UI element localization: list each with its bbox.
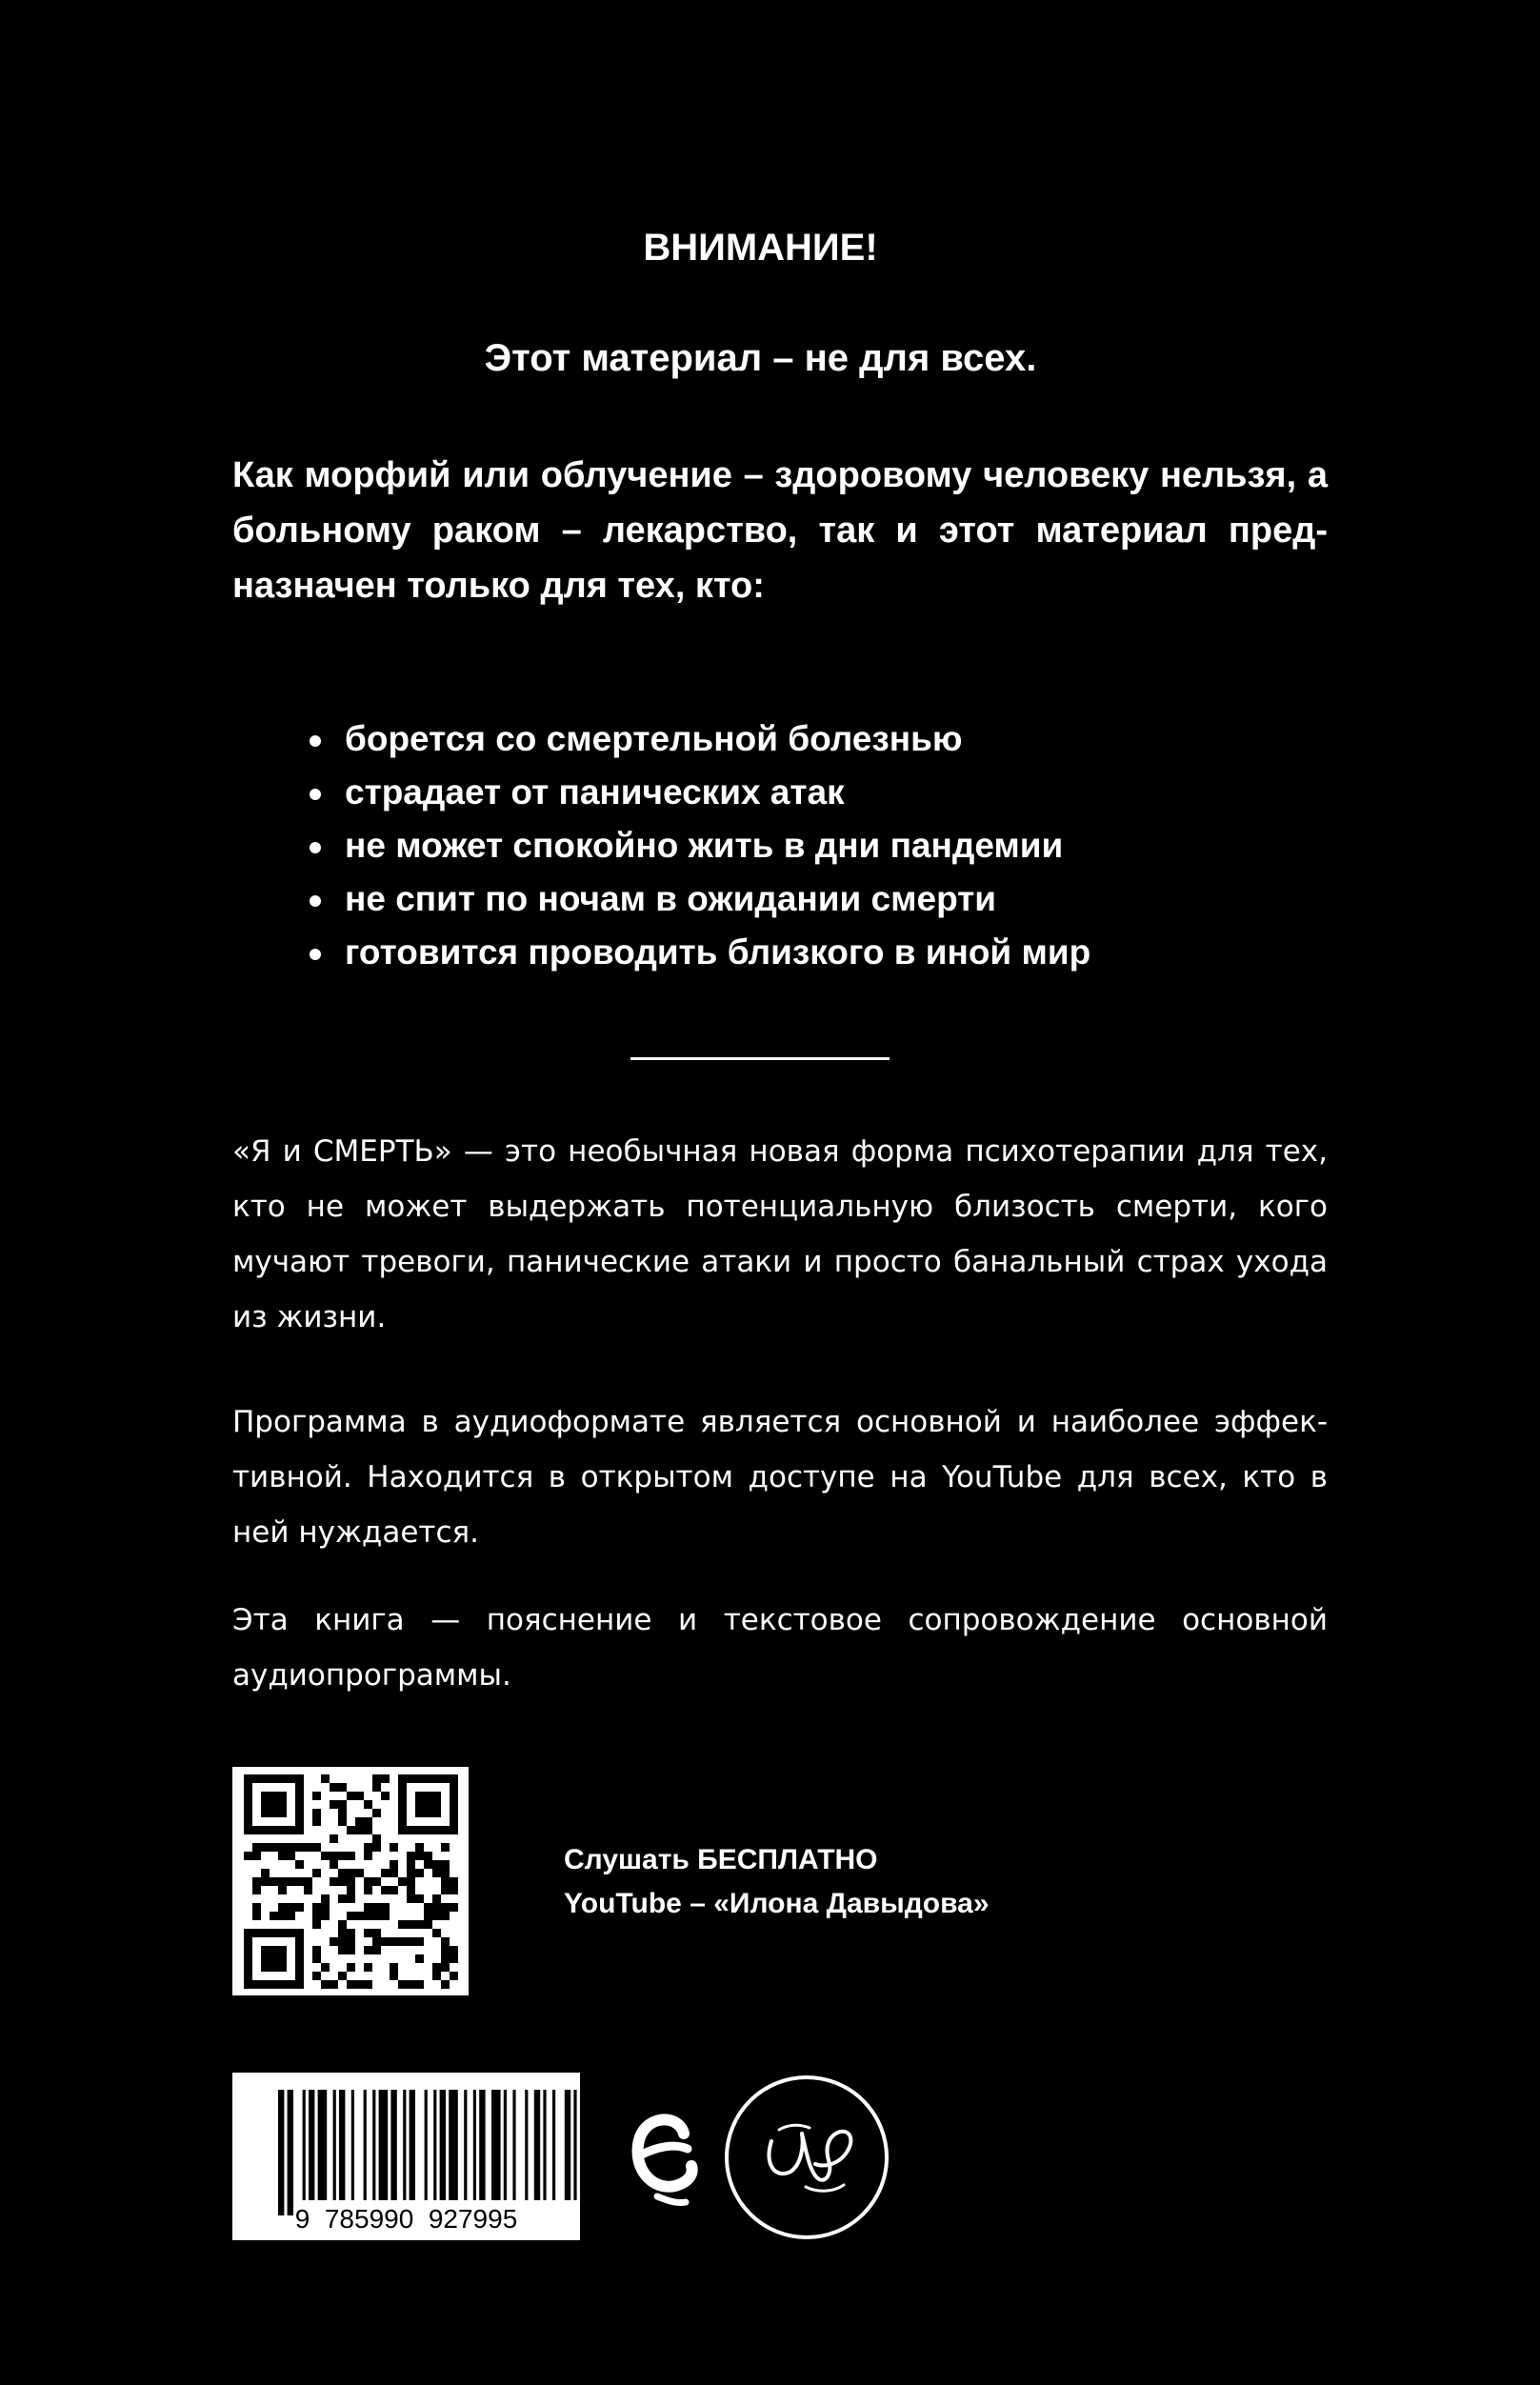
audio-program-paragraph: Программа в аудиоформате является основной и наиболее эффективной. Находится в открытом доступе на YouTube для всех, кто в ней нуждается. (232, 1405, 1328, 1550)
warning-heading: ВНИМАНИЕ! (643, 227, 878, 269)
eksmo-logo-icon (629, 2105, 699, 2210)
list-item: готовится проводить близкого в иной мир (307, 926, 1354, 979)
audience-list (307, 712, 1354, 979)
list-item: борется со смертельной болезнью (307, 712, 1354, 766)
description-paragraph: «Я и СМЕРТЬ» — это необычная новая форма психотерапии для тех, кто не может выдержать потенциальную близость смерти, кого мучают тревоги, панические атаки и просто банальный страх ухода из жизни. (232, 1134, 1328, 1334)
qr-code-icon[interactable] (232, 1767, 469, 1995)
intro-paragraph: Как морфий или облучение – здоровому человеку нельзя, а больному раком – лекарство, так и этот материал предназначен только для тех, кто: (232, 455, 1328, 606)
imprint-monogram-icon (722, 2073, 891, 2242)
isbn-barcode (232, 2073, 580, 2240)
divider-line (630, 1057, 890, 1060)
listen-info (564, 1838, 990, 1926)
isbn-number: 9 785990 927995 (294, 2204, 518, 2234)
book-purpose-paragraph: Эта книга — пояснение и текстовое сопровождение основной аудиопрограммы. (232, 1603, 1328, 1693)
list-item: не спит по ночам в ожидании смерти (307, 872, 1354, 926)
youtube-channel-label: YouTube – «Илона Давыдова» (564, 1888, 990, 1919)
intro-text-block (232, 448, 1328, 613)
list-item: не может спокойно жить в дни пандемии (307, 819, 1354, 872)
list-item: страдает от панических атак (307, 766, 1354, 819)
listen-free-label: Слушать БЕСПЛАТНО (564, 1844, 878, 1875)
subtitle-heading: Этот материал – не для всех. (484, 337, 1037, 379)
